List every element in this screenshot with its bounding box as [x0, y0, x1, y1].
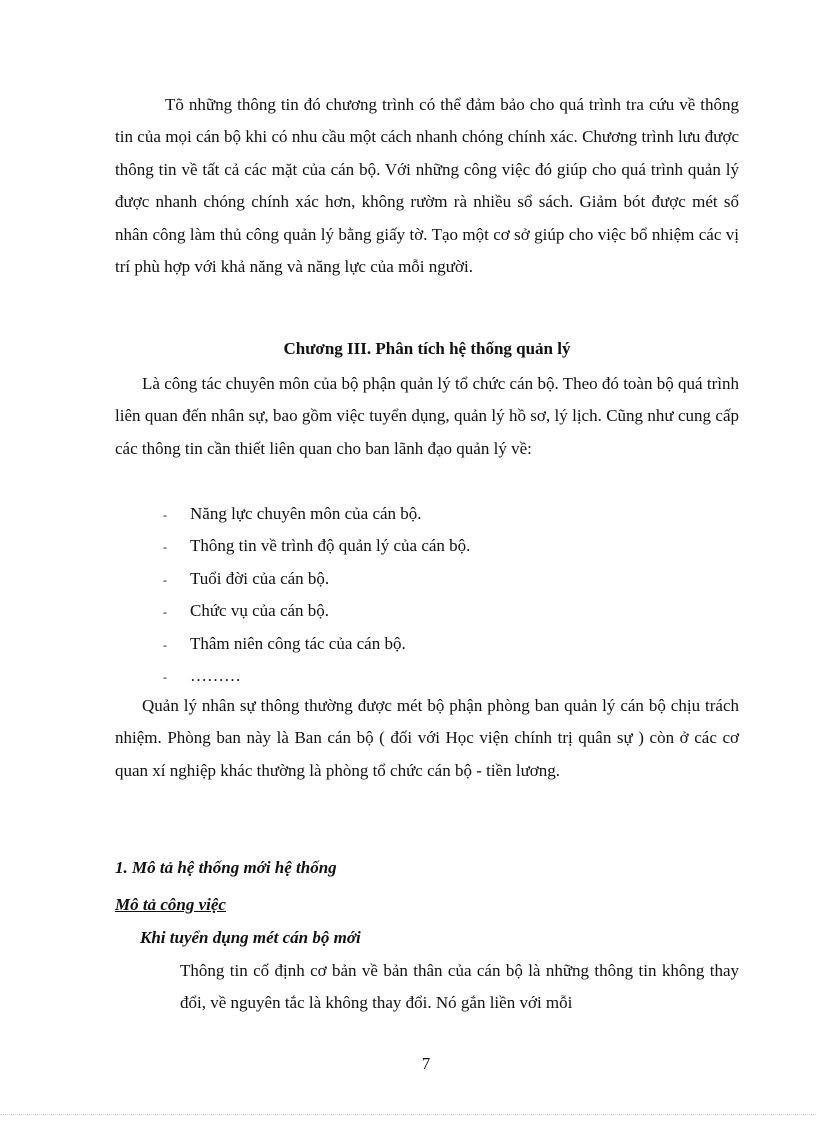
chapter-paragraph: Là công tác chuyên môn của bộ phận quản lý tổ chức cán bộ. Theo đó toàn bộ quá trình liên quan đến nhân sự, bao gồm việc tuyển dụng, quản lý hồ sơ, lý lịch. Cũng như cung cấp các thông tin cần thiết liên quan cho ban lãnh đạo quản lý về:: [115, 374, 739, 458]
list-item-text: Tuổi đời của cán bộ.: [190, 568, 330, 588]
list-item: [163, 530, 723, 562]
list-item: [163, 660, 723, 692]
bullet-dash: -: [163, 669, 167, 684]
list-item-text: Thâm niên công tác của cán bộ.: [190, 633, 406, 653]
list-item-text: Năng lực chuyên môn của cán bộ.: [190, 504, 422, 523]
bullet-dash: -: [163, 572, 167, 587]
subsection-heading: Mô tả công việc: [115, 895, 226, 914]
last-paragraph: Thông tin cố định cơ bản về bản thân của cán bộ là những thông tin không thay đổi, về nguyên tắc là không thay đổi. Nó gắn liền với mỗi: [180, 961, 739, 1013]
list-item-text: Chức vụ của cán bộ.: [190, 601, 330, 621]
section-heading: 1. Mô tả hệ thống mới hệ thống: [115, 858, 337, 877]
list-item: [163, 563, 723, 595]
list-item-text: Thông tin về trình độ quản lý của cán bộ.: [190, 536, 471, 556]
page-bottom-divider: [0, 1114, 816, 1115]
info-list: [163, 498, 723, 692]
page-number: 7: [421, 1054, 431, 1073]
list-item: [163, 628, 723, 660]
list-item: [163, 595, 723, 627]
bullet-dash: -: [163, 508, 167, 522]
subsubsection-heading: Khi tuyển dụng mét cán bộ mới: [140, 928, 361, 947]
list-item: [163, 498, 723, 530]
bullet-dash: -: [163, 637, 167, 652]
intro-paragraph: Tõ những thông tin đó chương trình có thể đảm bảo cho quá trình tra cứu về thông tin của mọi cán bộ khi có nhu cầu một cách nhanh chóng chính xác. Chương trình lưu được thông tin về tất cả các mặt của cán bộ. Với những công việc đó giúp cho quá trình quản lý được nhanh chóng chính xác hơn, không rườm rà nhiều sổ sách. Giảm bót được mét số nhân công làm thủ công quản lý bằng giấy tờ. Tạo một cơ sở giúp cho việc bổ nhiệm các vị trí phù hợp với khả năng và năng lực của mỗi người.: [115, 95, 739, 277]
bullet-dash: -: [163, 605, 167, 620]
list-item-text: ………: [190, 665, 241, 685]
chapter-title: Chương III. Phân tích hệ thống quản lý: [283, 339, 571, 358]
hr-paragraph: Quản lý nhân sự thông thường được mét bộ phận phòng ban quản lý cán bộ chịu trách nhiệm. Phòng ban này là Ban cán bộ ( đối với Học viện chính trị quân sự ) còn ở các cơ quan xí nghiệp khác thường là phòng tổ chức cán bộ - tiền lương.: [115, 696, 739, 780]
bullet-dash: -: [163, 540, 167, 555]
